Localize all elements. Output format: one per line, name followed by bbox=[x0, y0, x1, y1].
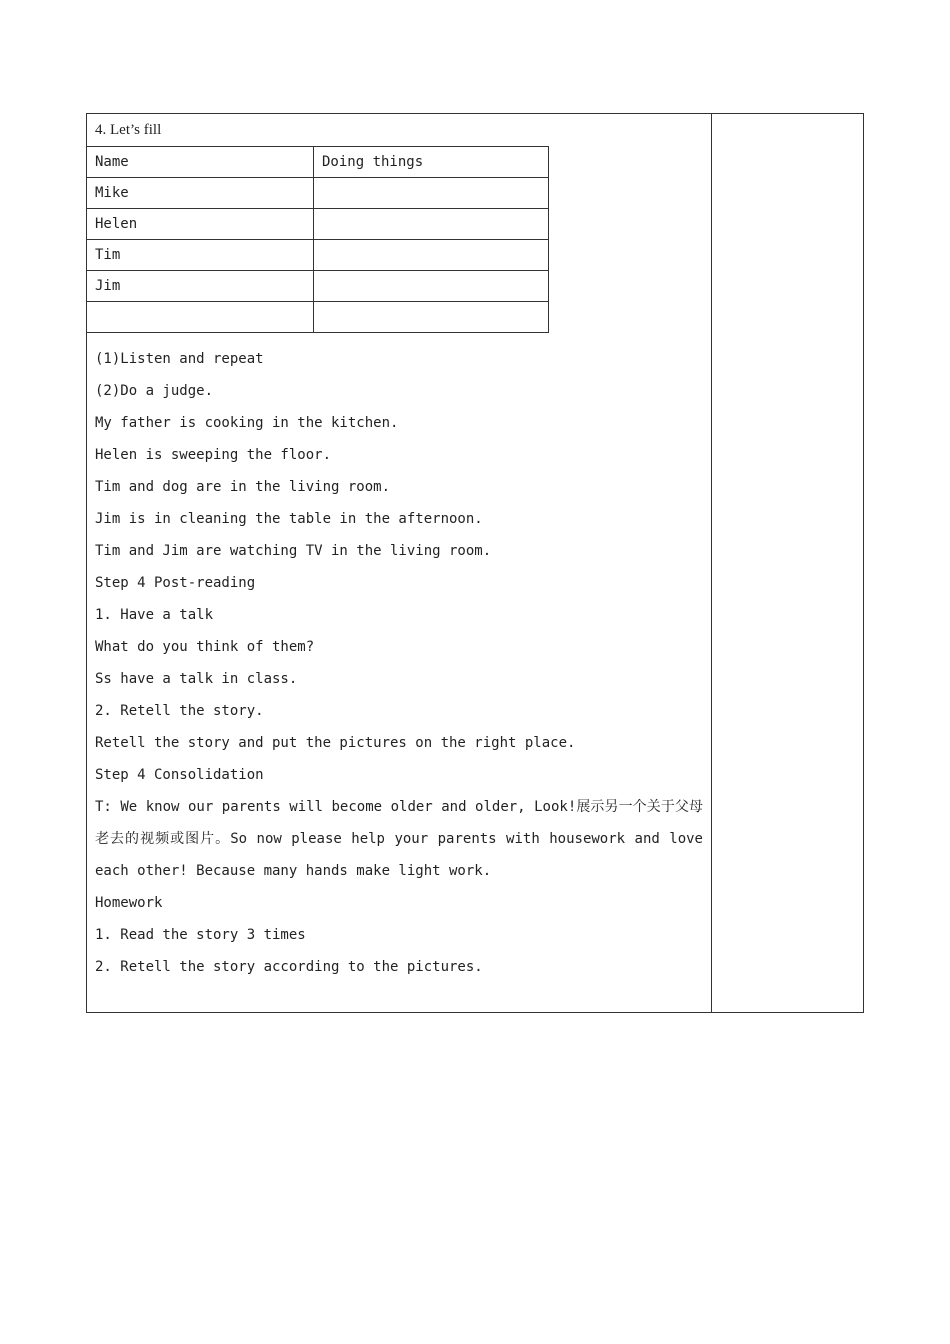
homework-heading: Homework bbox=[95, 895, 163, 911]
section-title: 4. Let’s fill bbox=[95, 122, 162, 138]
header-name: Name bbox=[87, 147, 314, 178]
lesson-plan-table bbox=[86, 113, 864, 1013]
text-line: Jim is in cleaning the table in the afternoon. bbox=[95, 511, 483, 527]
consolidation-paragraph: T: We know our parents will become older and older, Look!展示另一个关于父母老去的视频或图片。So now please help your parents with housework and love each other! Because many hands make light work. bbox=[95, 799, 703, 879]
text-line: 1. Have a talk bbox=[95, 607, 214, 623]
lesson-content bbox=[95, 343, 703, 983]
table-row bbox=[87, 302, 549, 333]
table-row bbox=[87, 209, 549, 240]
step-heading: Step 4 Post-reading bbox=[95, 575, 256, 591]
homework-item: 1. Read the story 3 times bbox=[95, 927, 306, 943]
homework-item: 2. Retell the story according to the pictures. bbox=[95, 959, 483, 975]
text-line: Ss have a talk in class. bbox=[95, 671, 298, 687]
text-line: My father is cooking in the kitchen. bbox=[95, 415, 399, 431]
text-line: Helen is sweeping the floor. bbox=[95, 447, 332, 463]
header-doing-things: Doing things bbox=[314, 147, 549, 178]
fill-table bbox=[86, 146, 549, 333]
table-cell-name: Mike bbox=[87, 178, 314, 209]
table-row bbox=[87, 240, 549, 271]
text-line: 2. Retell the story. bbox=[95, 703, 264, 719]
table-row bbox=[87, 271, 549, 302]
table-row bbox=[87, 178, 549, 209]
table-cell-name: Tim bbox=[87, 240, 314, 271]
column-divider bbox=[711, 114, 712, 1012]
step-heading: Step 4 Consolidation bbox=[95, 767, 264, 783]
text-line: (2)Do a judge. bbox=[95, 383, 214, 399]
text-line: (1)Listen and repeat bbox=[95, 351, 264, 367]
table-cell-name: Jim bbox=[87, 271, 314, 302]
table-cell-name: Helen bbox=[87, 209, 314, 240]
text-line: Tim and dog are in the living room. bbox=[95, 479, 391, 495]
table-cell-doing bbox=[314, 209, 549, 240]
text-line: Tim and Jim are watching TV in the living room. bbox=[95, 543, 492, 559]
table-header-row bbox=[87, 147, 549, 178]
table-cell-doing bbox=[314, 302, 549, 333]
table-cell-doing bbox=[314, 178, 549, 209]
text-line: Retell the story and put the pictures on the right place. bbox=[95, 735, 576, 751]
table-cell-doing bbox=[314, 271, 549, 302]
table-cell-doing bbox=[314, 240, 549, 271]
text-line: What do you think of them? bbox=[95, 639, 315, 655]
table-cell-name bbox=[87, 302, 314, 333]
